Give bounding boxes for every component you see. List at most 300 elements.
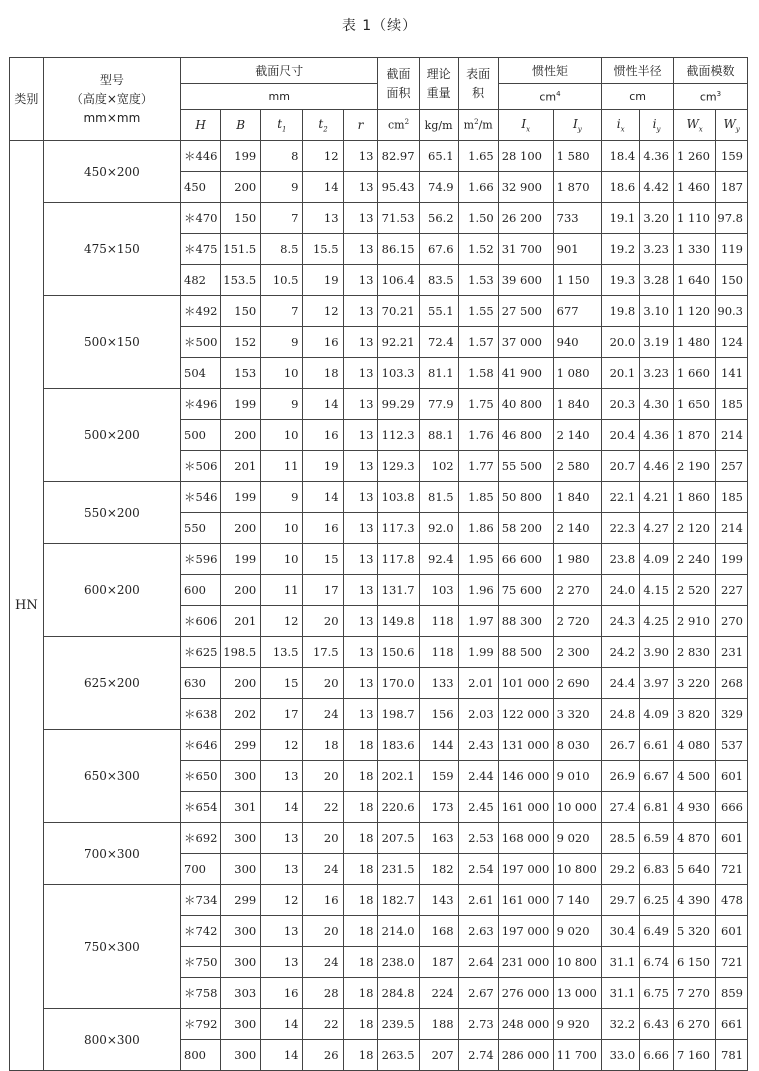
cell-wy: 214 <box>716 513 748 544</box>
cell-iy: 2 140 <box>553 513 602 544</box>
cell-wy: 601 <box>716 823 748 854</box>
modulus-unit: $cm^3$ <box>673 84 747 110</box>
cell-weight: 224 <box>419 978 458 1009</box>
cell-ry: 6.59 <box>640 823 674 854</box>
cell-h: ＊492 <box>181 296 221 327</box>
cell-area: 92.21 <box>378 327 419 358</box>
cell-ry: 6.66 <box>640 1040 674 1071</box>
table-row <box>10 203 748 234</box>
cell-weight: 92.4 <box>419 544 458 575</box>
cell-wy: 150 <box>716 265 748 296</box>
cell-weight: 144 <box>419 730 458 761</box>
cell-area: 198.7 <box>378 699 419 730</box>
cell-t2: 14 <box>303 389 343 420</box>
cell-ix: 161 000 <box>498 792 553 823</box>
cell-iy: 9 020 <box>553 823 602 854</box>
cell-ix: 146 000 <box>498 761 553 792</box>
cell-t1: 13 <box>261 947 303 978</box>
cell-surface: 2.61 <box>458 885 498 916</box>
cell-surface: 1.58 <box>458 358 498 389</box>
cell-area: 183.6 <box>378 730 419 761</box>
cell-weight: 81.1 <box>419 358 458 389</box>
cell-ix: 40 800 <box>498 389 553 420</box>
cell-t1: 12 <box>261 606 303 637</box>
cell-ix: 31 700 <box>498 234 553 265</box>
cell-r: 18 <box>343 1009 378 1040</box>
cell-b: 300 <box>221 823 261 854</box>
cell-ry: 4.21 <box>640 482 674 513</box>
cell-area: 71.53 <box>378 203 419 234</box>
cell-r: 18 <box>343 947 378 978</box>
cell-r: 13 <box>343 451 378 482</box>
cell-weight: 83.5 <box>419 265 458 296</box>
cell-area: 231.5 <box>378 854 419 885</box>
cell-ry: 4.15 <box>640 575 674 606</box>
cell-iy: 9 020 <box>553 916 602 947</box>
dims-unit: mm <box>181 84 378 110</box>
cell-rx: 31.1 <box>602 978 640 1009</box>
cell-b: 151.5 <box>221 234 261 265</box>
cell-t1: 10 <box>261 544 303 575</box>
cell-b: 200 <box>221 172 261 203</box>
cell-ix: 231 000 <box>498 947 553 978</box>
cell-t1: 9 <box>261 327 303 358</box>
cell-b: 200 <box>221 575 261 606</box>
cell-ix: 197 000 <box>498 916 553 947</box>
cell-rx: 19.3 <box>602 265 640 296</box>
cell-t2: 22 <box>303 1009 343 1040</box>
cell-wx: 7 160 <box>673 1040 715 1071</box>
cell-r: 13 <box>343 141 378 172</box>
cell-b: 303 <box>221 978 261 1009</box>
cell-weight: 77.9 <box>419 389 458 420</box>
cell-rx: 26.7 <box>602 730 640 761</box>
cell-rx: 27.4 <box>602 792 640 823</box>
cell-r: 13 <box>343 420 378 451</box>
col-wx: $W_x$ <box>673 110 715 141</box>
cell-weight: 56.2 <box>419 203 458 234</box>
cell-ry: 3.28 <box>640 265 674 296</box>
cell-t2: 20 <box>303 606 343 637</box>
cell-area: 131.7 <box>378 575 419 606</box>
cell-area: 170.0 <box>378 668 419 699</box>
cell-rx: 22.3 <box>602 513 640 544</box>
cell-weight: 67.6 <box>419 234 458 265</box>
cell-weight: 173 <box>419 792 458 823</box>
cell-rx: 22.1 <box>602 482 640 513</box>
cell-wx: 1 870 <box>673 420 715 451</box>
cell-iy: 2 580 <box>553 451 602 482</box>
cell-t2: 13 <box>303 203 343 234</box>
cell-surface: 1.65 <box>458 141 498 172</box>
cell-t2: 15 <box>303 544 343 575</box>
cell-surface: 1.99 <box>458 637 498 668</box>
cell-h: ＊446 <box>181 141 221 172</box>
table-row <box>10 637 748 668</box>
cell-t1: 9 <box>261 172 303 203</box>
cell-b: 201 <box>221 451 261 482</box>
cell-t1: 10 <box>261 420 303 451</box>
cell-t2: 20 <box>303 823 343 854</box>
col-ry: $i_y$ <box>640 110 674 141</box>
cell-ry: 6.83 <box>640 854 674 885</box>
table-row <box>10 141 748 172</box>
radius-group-header: 惯性半径 <box>602 58 674 84</box>
cell-t2: 20 <box>303 916 343 947</box>
model-header-line: 型号 <box>99 72 124 87</box>
radius-unit: cm <box>602 84 674 110</box>
model-header <box>43 58 180 141</box>
cell-t1: 14 <box>261 1009 303 1040</box>
cell-surface: 1.66 <box>458 172 498 203</box>
cell-h: ＊638 <box>181 699 221 730</box>
cell-weight: 72.4 <box>419 327 458 358</box>
cell-b: 300 <box>221 916 261 947</box>
cell-area: 82.97 <box>378 141 419 172</box>
cell-ix: 168 000 <box>498 823 553 854</box>
cell-h: ＊606 <box>181 606 221 637</box>
cell-iy: 10 800 <box>553 854 602 885</box>
cell-wy: 124 <box>716 327 748 358</box>
cell-t2: 16 <box>303 420 343 451</box>
cell-rx: 18.4 <box>602 141 640 172</box>
cell-wy: 141 <box>716 358 748 389</box>
cell-wy: 185 <box>716 482 748 513</box>
cell-h: ＊654 <box>181 792 221 823</box>
cell-b: 153 <box>221 358 261 389</box>
cell-surface: 1.57 <box>458 327 498 358</box>
cell-surface: 1.52 <box>458 234 498 265</box>
model-cell: 550×200 <box>43 482 180 544</box>
cell-wy: 601 <box>716 761 748 792</box>
cell-wy: 268 <box>716 668 748 699</box>
weight-header <box>419 58 458 110</box>
cell-t2: 17.5 <box>303 637 343 668</box>
cell-r: 13 <box>343 544 378 575</box>
cell-area: 103.8 <box>378 482 419 513</box>
cell-r: 13 <box>343 172 378 203</box>
cell-wx: 2 830 <box>673 637 715 668</box>
col-rx: $i_x$ <box>602 110 640 141</box>
cell-iy: 1 840 <box>553 389 602 420</box>
cell-rx: 18.6 <box>602 172 640 203</box>
cell-wx: 4 500 <box>673 761 715 792</box>
cell-surface: 2.53 <box>458 823 498 854</box>
cell-r: 13 <box>343 296 378 327</box>
cell-ry: 6.49 <box>640 916 674 947</box>
cell-ix: 58 200 <box>498 513 553 544</box>
cell-t1: 13 <box>261 823 303 854</box>
cell-wy: 231 <box>716 637 748 668</box>
cell-rx: 20.1 <box>602 358 640 389</box>
cell-rx: 20.4 <box>602 420 640 451</box>
surface-header-line: 积 <box>472 85 485 100</box>
cell-surface: 1.96 <box>458 575 498 606</box>
model-cell: 700×300 <box>43 823 180 885</box>
cell-t1: 11 <box>261 451 303 482</box>
cell-ix: 88 500 <box>498 637 553 668</box>
cell-area: 149.8 <box>378 606 419 637</box>
cell-b: 200 <box>221 513 261 544</box>
cell-t2: 15.5 <box>303 234 343 265</box>
cell-weight: 159 <box>419 761 458 792</box>
cell-ry: 4.46 <box>640 451 674 482</box>
cell-ry: 4.27 <box>640 513 674 544</box>
cell-iy: 733 <box>553 203 602 234</box>
cell-ix: 46 800 <box>498 420 553 451</box>
cell-t2: 19 <box>303 451 343 482</box>
table-title: 表 1（续） <box>341 18 418 34</box>
cell-r: 18 <box>343 792 378 823</box>
cell-t2: 26 <box>303 1040 343 1071</box>
cell-weight: 207 <box>419 1040 458 1071</box>
cell-weight: 168 <box>419 916 458 947</box>
cell-t1: 10.5 <box>261 265 303 296</box>
table-row <box>10 823 748 854</box>
cell-weight: 182 <box>419 854 458 885</box>
cell-ix: 286 000 <box>498 1040 553 1071</box>
cell-ix: 161 000 <box>498 885 553 916</box>
cell-ry: 4.36 <box>640 420 674 451</box>
cell-ix: 39 600 <box>498 265 553 296</box>
cell-iy: 2 300 <box>553 637 602 668</box>
cell-wx: 6 150 <box>673 947 715 978</box>
cell-iy: 1 080 <box>553 358 602 389</box>
cell-r: 18 <box>343 854 378 885</box>
cell-h: 630 <box>181 668 221 699</box>
cell-iy: 901 <box>553 234 602 265</box>
cell-wx: 4 930 <box>673 792 715 823</box>
cell-rx: 24.8 <box>602 699 640 730</box>
cell-t2: 28 <box>303 978 343 1009</box>
cell-b: 300 <box>221 854 261 885</box>
cell-t1: 13 <box>261 854 303 885</box>
cell-wx: 7 270 <box>673 978 715 1009</box>
cell-wx: 1 860 <box>673 482 715 513</box>
cell-h: ＊792 <box>181 1009 221 1040</box>
model-cell: 650×300 <box>43 730 180 823</box>
cell-h: ＊475 <box>181 234 221 265</box>
surface-header <box>458 58 498 110</box>
model-header-line: mm×mm <box>83 110 141 125</box>
cell-iy: 677 <box>553 296 602 327</box>
cell-rx: 28.5 <box>602 823 640 854</box>
cell-r: 13 <box>343 699 378 730</box>
cell-ix: 55 500 <box>498 451 553 482</box>
cell-surface: 2.63 <box>458 916 498 947</box>
cell-t2: 19 <box>303 265 343 296</box>
table-row <box>10 296 748 327</box>
table-row <box>10 389 748 420</box>
cell-ry: 6.75 <box>640 978 674 1009</box>
hn-section-table <box>9 57 748 1071</box>
cell-surface: 2.74 <box>458 1040 498 1071</box>
cell-wx: 3 220 <box>673 668 715 699</box>
surface-header-line: 表面 <box>466 66 491 81</box>
cell-r: 13 <box>343 358 378 389</box>
cell-wx: 1 480 <box>673 327 715 358</box>
cell-ry: 4.30 <box>640 389 674 420</box>
cell-h: ＊546 <box>181 482 221 513</box>
table-row <box>10 730 748 761</box>
cell-t2: 12 <box>303 141 343 172</box>
cell-rx: 31.1 <box>602 947 640 978</box>
cell-area: 182.7 <box>378 885 419 916</box>
cell-area: 284.8 <box>378 978 419 1009</box>
cell-r: 13 <box>343 606 378 637</box>
cell-weight: 88.1 <box>419 420 458 451</box>
table-row <box>10 544 748 575</box>
cell-ry: 6.67 <box>640 761 674 792</box>
cell-t1: 8.5 <box>261 234 303 265</box>
cell-ix: 41 900 <box>498 358 553 389</box>
cell-wx: 4 870 <box>673 823 715 854</box>
cell-t2: 20 <box>303 761 343 792</box>
area-header <box>378 58 419 110</box>
cell-h: ＊646 <box>181 730 221 761</box>
model-cell: 500×150 <box>43 296 180 389</box>
cell-surface: 2.67 <box>458 978 498 1009</box>
cell-surface: 1.75 <box>458 389 498 420</box>
cell-wy: 185 <box>716 389 748 420</box>
model-cell: 450×200 <box>43 141 180 203</box>
cell-ry: 3.10 <box>640 296 674 327</box>
cell-wy: 187 <box>716 172 748 203</box>
cell-area: 207.5 <box>378 823 419 854</box>
cell-iy: 11 700 <box>553 1040 602 1071</box>
cell-weight: 65.1 <box>419 141 458 172</box>
cell-h: ＊625 <box>181 637 221 668</box>
cell-h: ＊496 <box>181 389 221 420</box>
cell-wy: 721 <box>716 854 748 885</box>
cell-iy: 2 720 <box>553 606 602 637</box>
cell-h: ＊500 <box>181 327 221 358</box>
cell-rx: 30.4 <box>602 916 640 947</box>
cell-wy: 257 <box>716 451 748 482</box>
cell-ry: 6.61 <box>640 730 674 761</box>
cell-area: 117.3 <box>378 513 419 544</box>
cell-t2: 18 <box>303 358 343 389</box>
cell-weight: 81.5 <box>419 482 458 513</box>
cell-iy: 9 010 <box>553 761 602 792</box>
cell-b: 301 <box>221 792 261 823</box>
cell-wy: 666 <box>716 792 748 823</box>
area-header-line: 面积 <box>386 85 411 100</box>
cell-rx: 20.3 <box>602 389 640 420</box>
category-cell: HN <box>10 141 44 1071</box>
col-wy: $W_y$ <box>716 110 748 141</box>
cell-wy: 859 <box>716 978 748 1009</box>
cell-weight: 187 <box>419 947 458 978</box>
cell-ix: 32 900 <box>498 172 553 203</box>
cell-wy: 199 <box>716 544 748 575</box>
cell-rx: 20.0 <box>602 327 640 358</box>
cell-b: 199 <box>221 389 261 420</box>
cell-b: 300 <box>221 1040 261 1071</box>
inertia-group-header: 惯性矩 <box>498 58 601 84</box>
cell-h: ＊734 <box>181 885 221 916</box>
cell-t1: 7 <box>261 296 303 327</box>
col-r: r <box>343 110 378 141</box>
cell-b: 201 <box>221 606 261 637</box>
cell-r: 13 <box>343 265 378 296</box>
cell-wx: 1 640 <box>673 265 715 296</box>
cell-r: 18 <box>343 1040 378 1071</box>
cell-ix: 26 200 <box>498 203 553 234</box>
cell-rx: 32.2 <box>602 1009 640 1040</box>
cell-surface: 2.43 <box>458 730 498 761</box>
model-cell: 750×300 <box>43 885 180 1009</box>
cell-wx: 2 120 <box>673 513 715 544</box>
cell-t1: 12 <box>261 885 303 916</box>
cell-h: 482 <box>181 265 221 296</box>
dims-group-header: 截面尺寸 <box>181 58 378 84</box>
cell-surface: 1.85 <box>458 482 498 513</box>
cell-surface: 1.77 <box>458 451 498 482</box>
cell-ry: 4.09 <box>640 699 674 730</box>
cell-area: 95.43 <box>378 172 419 203</box>
weight-header-line: 重量 <box>426 85 451 100</box>
cell-ry: 6.43 <box>640 1009 674 1040</box>
cell-rx: 26.9 <box>602 761 640 792</box>
cell-ix: 248 000 <box>498 1009 553 1040</box>
area-header-line: 截面 <box>386 66 411 81</box>
cell-b: 300 <box>221 761 261 792</box>
cell-wx: 2 520 <box>673 575 715 606</box>
cell-area: 263.5 <box>378 1040 419 1071</box>
cell-t1: 15 <box>261 668 303 699</box>
cell-wx: 5 640 <box>673 854 715 885</box>
cell-ix: 197 000 <box>498 854 553 885</box>
cell-iy: 8 030 <box>553 730 602 761</box>
cell-r: 13 <box>343 203 378 234</box>
cell-t1: 12 <box>261 730 303 761</box>
category-header: 类别 <box>10 58 44 141</box>
cell-weight: 118 <box>419 637 458 668</box>
cell-rx: 19.1 <box>602 203 640 234</box>
cell-t2: 16 <box>303 327 343 358</box>
cell-surface: 2.64 <box>458 947 498 978</box>
cell-iy: 2 690 <box>553 668 602 699</box>
cell-h: ＊692 <box>181 823 221 854</box>
cell-ry: 3.23 <box>640 358 674 389</box>
cell-b: 198.5 <box>221 637 261 668</box>
cell-surface: 1.97 <box>458 606 498 637</box>
cell-b: 300 <box>221 947 261 978</box>
cell-b: 150 <box>221 296 261 327</box>
cell-surface: 2.54 <box>458 854 498 885</box>
cell-wx: 2 240 <box>673 544 715 575</box>
cell-h: 800 <box>181 1040 221 1071</box>
cell-weight: 55.1 <box>419 296 458 327</box>
inertia-unit: $cm^4$ <box>498 84 601 110</box>
cell-surface: 1.86 <box>458 513 498 544</box>
cell-wx: 1 260 <box>673 141 715 172</box>
cell-area: 86.15 <box>378 234 419 265</box>
cell-t1: 7 <box>261 203 303 234</box>
cell-h: 450 <box>181 172 221 203</box>
cell-weight: 102 <box>419 451 458 482</box>
cell-b: 199 <box>221 141 261 172</box>
cell-t1: 9 <box>261 389 303 420</box>
cell-h: ＊470 <box>181 203 221 234</box>
cell-iy: 1 580 <box>553 141 602 172</box>
cell-b: 150 <box>221 203 261 234</box>
cell-r: 18 <box>343 885 378 916</box>
cell-iy: 1 840 <box>553 482 602 513</box>
cell-wy: 537 <box>716 730 748 761</box>
cell-ix: 101 000 <box>498 668 553 699</box>
